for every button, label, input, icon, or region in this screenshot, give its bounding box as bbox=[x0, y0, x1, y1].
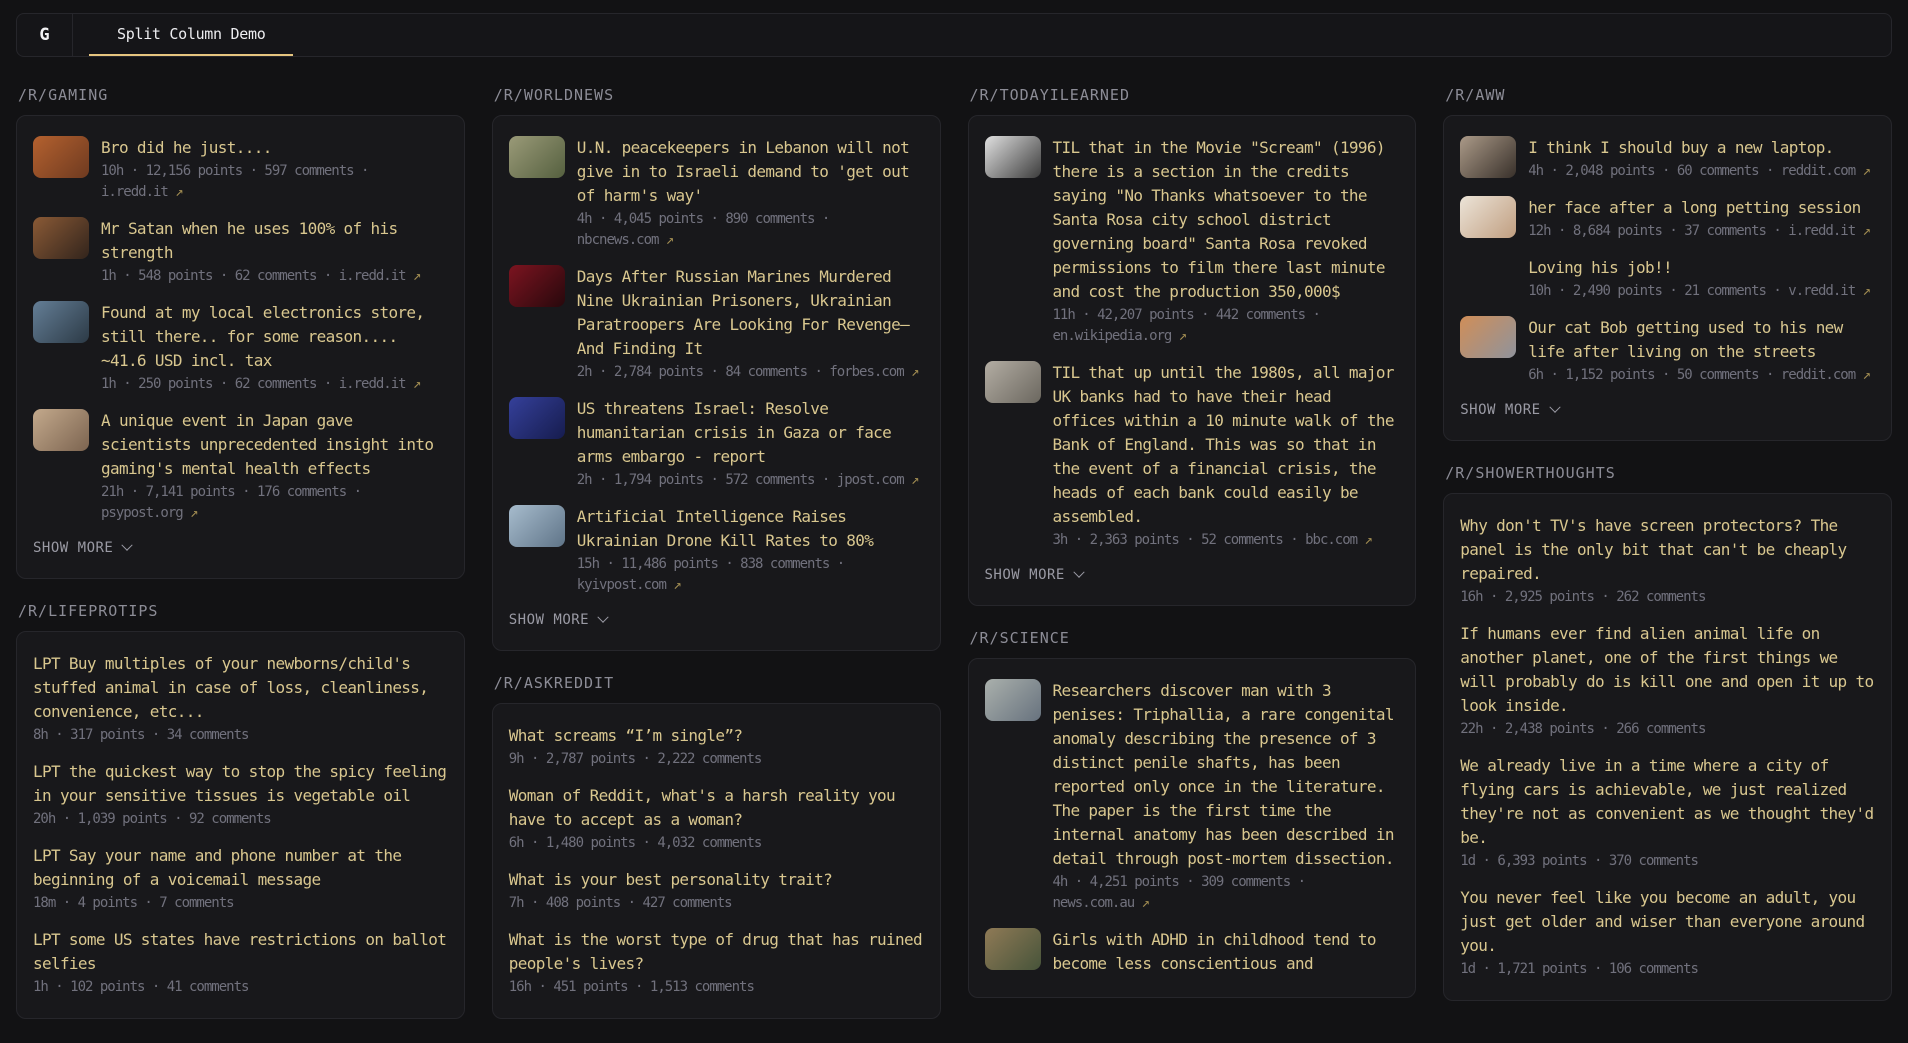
post-domain-link[interactable] bbox=[101, 505, 199, 521]
post-meta-text: 6h · 1,152 points · 50 comments · bbox=[1528, 367, 1774, 383]
post-meta-text: 9h · 2,787 points · 2,222 comments bbox=[508, 751, 762, 767]
post-meta-text: 16h · 2,925 points · 262 comments bbox=[1460, 589, 1706, 605]
chevron-down-icon bbox=[1073, 567, 1084, 578]
post-item[interactable] bbox=[1460, 316, 1875, 386]
post-domain: reddit.com bbox=[1780, 163, 1856, 179]
external-link-icon: ↗ bbox=[911, 472, 920, 488]
external-link-icon: ↗ bbox=[673, 577, 682, 593]
post-list bbox=[33, 652, 448, 998]
subreddit-section bbox=[968, 630, 1417, 998]
post-meta-text: 1h · 250 points · 62 comments · bbox=[101, 376, 332, 392]
external-link-icon: ↗ bbox=[665, 232, 675, 248]
post-item[interactable] bbox=[33, 301, 448, 395]
post-body bbox=[577, 397, 924, 491]
external-link-icon: ↗ bbox=[1141, 895, 1151, 911]
post-domain-link[interactable] bbox=[1781, 367, 1871, 383]
post-thumbnail[interactable] bbox=[985, 928, 1041, 970]
external-link-icon: ↗ bbox=[1178, 328, 1188, 344]
post-meta bbox=[101, 374, 448, 395]
section-card bbox=[16, 631, 465, 1019]
post-item[interactable] bbox=[1460, 514, 1875, 608]
show-more-button[interactable] bbox=[985, 565, 1083, 585]
post-body bbox=[577, 505, 924, 596]
post-title[interactable]: LPT Say your name and phone number at the beginning of a voicemail message bbox=[33, 846, 402, 889]
post-list bbox=[1460, 514, 1875, 980]
post-item[interactable] bbox=[33, 136, 448, 203]
subreddit-section bbox=[1443, 465, 1892, 1001]
app-logo[interactable]: G bbox=[17, 14, 73, 56]
post-domain: i.redd.it bbox=[1788, 223, 1856, 239]
post-domain-link[interactable] bbox=[1788, 223, 1871, 239]
external-link-icon: ↗ bbox=[1364, 532, 1373, 548]
post-meta bbox=[33, 893, 448, 914]
post-body bbox=[1528, 316, 1875, 386]
post-domain-link[interactable] bbox=[1781, 163, 1871, 179]
post-item[interactable] bbox=[1460, 754, 1875, 872]
post-meta-text: 1d · 1,721 points · 106 comments bbox=[1460, 961, 1698, 977]
post-title[interactable]: Woman of Reddit, what's a harsh reality you have to accept as a woman? bbox=[508, 786, 896, 829]
post-meta-text: 7h · 408 points · 427 comments bbox=[508, 895, 732, 911]
columns bbox=[0, 87, 1908, 1043]
post-meta-text: 16h · 451 points · 1,513 comments bbox=[508, 979, 754, 995]
post-body bbox=[577, 265, 924, 383]
post-body bbox=[509, 724, 924, 770]
external-link-icon: ↗ bbox=[190, 505, 199, 521]
post-meta bbox=[101, 482, 448, 524]
post-domain-link[interactable] bbox=[1788, 283, 1871, 299]
post-body bbox=[1460, 514, 1875, 608]
post-body bbox=[1053, 136, 1400, 347]
post-title[interactable]: US threatens Israel: Resolve humanitarian crisis in Gaza or face arms embargo - report bbox=[576, 399, 892, 466]
post-domain: kyivpost.com bbox=[576, 577, 666, 593]
post-list bbox=[1460, 136, 1875, 386]
post-body bbox=[33, 844, 448, 914]
post-meta-text: 11h · 42,207 points · 442 comments · bbox=[1052, 307, 1320, 323]
post-body bbox=[1460, 754, 1875, 872]
subreddit-section bbox=[1443, 87, 1892, 441]
post-meta-text: 22h · 2,438 points · 266 comments bbox=[1460, 721, 1706, 737]
post-domain: v.redd.it bbox=[1788, 283, 1856, 299]
post-meta bbox=[1528, 161, 1875, 182]
external-link-icon: ↗ bbox=[175, 184, 184, 200]
post-meta-text: 2h · 2,784 points · 84 comments · bbox=[576, 364, 822, 380]
post-domain: en.wikipedia.org bbox=[1052, 328, 1172, 344]
post-meta bbox=[577, 470, 924, 491]
post-item[interactable] bbox=[509, 928, 924, 998]
post-title[interactable]: LPT the quickest way to stop the spicy feeling in your sensitive tissues is vegetable oil bbox=[33, 762, 447, 805]
post-thumbnail[interactable] bbox=[1460, 316, 1516, 358]
post-thumbnail[interactable] bbox=[509, 136, 565, 178]
post-item[interactable] bbox=[985, 679, 1400, 914]
post-body bbox=[509, 784, 924, 854]
subreddit-section bbox=[492, 675, 941, 1019]
post-domain-link[interactable] bbox=[1305, 532, 1373, 548]
post-title[interactable]: If humans ever find alien animal life on another planet, one of the first things we will probably do is kill one and open it up to look inside. bbox=[1460, 624, 1874, 715]
post-title[interactable]: TIL that in the Movie "Scream" (1996) there is a section in the credits saying "No Thanks whatsoever to the Santa Rosa city school district governing board" Santa Rosa revoked permissions to film there last minute and cost the production 350,000$ bbox=[1052, 138, 1385, 301]
external-link-icon: ↗ bbox=[1862, 367, 1872, 383]
section-card bbox=[1443, 493, 1892, 1001]
post-body bbox=[101, 409, 448, 524]
post-thumbnail[interactable] bbox=[509, 397, 565, 439]
post-thumbnail[interactable] bbox=[509, 505, 565, 547]
post-title[interactable]: Researchers discover man with 3 penises: Triphallia, a rare congenital anomaly describing the presence of 3 distinct penile shafts, has been reported only once in the literature. The paper is the first time the internal anatomy has been described in detail through post-mortem dissection. bbox=[1052, 681, 1394, 868]
post-domain: psypost.org bbox=[101, 505, 183, 521]
post-meta bbox=[509, 893, 924, 914]
post-item[interactable] bbox=[33, 409, 448, 524]
post-domain-link[interactable] bbox=[339, 268, 422, 284]
post-domain-link[interactable] bbox=[577, 232, 675, 248]
post-meta-text: 18m · 4 points · 7 comments bbox=[33, 895, 234, 911]
post-list bbox=[509, 724, 924, 998]
post-meta bbox=[1460, 851, 1875, 872]
post-meta bbox=[1528, 221, 1875, 242]
post-meta-text: 8h · 317 points · 34 comments bbox=[33, 727, 249, 743]
post-meta-text: 3h · 2,363 points · 52 comments · bbox=[1052, 532, 1298, 548]
post-title[interactable]: Girls with ADHD in childhood tend to become less conscientious and bbox=[1052, 930, 1376, 973]
post-title[interactable]: What is the worst type of drug that has ruined people's lives? bbox=[508, 930, 922, 973]
post-meta-text: 20h · 1,039 points · 92 comments bbox=[33, 811, 271, 827]
post-domain-link[interactable] bbox=[837, 472, 920, 488]
post-title[interactable]: What is your best personality trait? bbox=[508, 870, 833, 889]
external-link-icon: ↗ bbox=[413, 268, 422, 284]
section-label: /R/SCIENCE bbox=[969, 629, 1070, 647]
post-domain: reddit.com bbox=[1780, 367, 1856, 383]
section-label: /R/GAMING bbox=[18, 86, 109, 104]
post-title[interactable]: TIL that up until the 1980s, all major UK banks had to have their head offices within a 10 minute walk of the Bank of England. This was so that in the event of a financial crisis, the heads of each bank could easily be assembled. bbox=[1052, 363, 1394, 526]
post-title[interactable]: Artificial Intelligence Raises Ukrainian Drone Kill Rates to 80% bbox=[576, 507, 874, 550]
post-title[interactable]: her face after a long petting session bbox=[1528, 198, 1861, 217]
post-body bbox=[101, 136, 448, 203]
post-thumbnail[interactable] bbox=[1460, 256, 1516, 298]
post-meta bbox=[1053, 530, 1400, 551]
app-header bbox=[16, 13, 1892, 57]
post-body bbox=[1053, 679, 1400, 914]
post-body bbox=[509, 868, 924, 914]
post-body bbox=[509, 928, 924, 998]
post-list bbox=[985, 136, 1400, 551]
post-item[interactable] bbox=[1460, 622, 1875, 740]
post-item[interactable] bbox=[509, 397, 924, 491]
post-title[interactable]: Our cat Bob getting used to his new life after living on the streets bbox=[1528, 318, 1843, 361]
post-domain-link[interactable] bbox=[829, 364, 919, 380]
post-meta-text: 4h · 4,251 points · 309 comments · bbox=[1052, 874, 1306, 890]
section-card bbox=[492, 703, 941, 1019]
post-meta bbox=[1528, 365, 1875, 386]
post-meta-text: 1h · 548 points · 62 comments · bbox=[101, 268, 332, 284]
external-link-icon: ↗ bbox=[911, 364, 920, 380]
post-thumbnail[interactable] bbox=[985, 679, 1041, 721]
post-thumbnail[interactable] bbox=[33, 301, 89, 343]
post-item[interactable] bbox=[1460, 196, 1875, 242]
post-thumbnail[interactable] bbox=[509, 265, 565, 307]
post-body bbox=[1528, 136, 1875, 182]
post-meta bbox=[577, 554, 924, 596]
column bbox=[492, 87, 941, 1043]
post-item[interactable] bbox=[509, 136, 924, 251]
post-item[interactable] bbox=[985, 136, 1400, 347]
post-title[interactable]: Days After Russian Marines Murdered Nine Ukrainian Prisoners, Ukrainian Paratroopers Are Looking For Revenge— And Finding It bbox=[576, 267, 910, 358]
subreddit-section bbox=[16, 87, 465, 579]
post-domain: news.com.au bbox=[1052, 895, 1135, 911]
post-body bbox=[1053, 928, 1400, 977]
post-body bbox=[33, 928, 448, 998]
post-domain: i.redd.it bbox=[338, 376, 406, 392]
post-meta bbox=[33, 809, 448, 830]
post-meta bbox=[509, 977, 924, 998]
post-meta bbox=[101, 266, 448, 287]
post-meta bbox=[33, 977, 448, 998]
post-title[interactable]: What screams “I’m single”? bbox=[508, 726, 743, 745]
post-domain: bbc.com bbox=[1305, 532, 1358, 548]
post-meta-text: 4h · 2,048 points · 60 comments · bbox=[1528, 163, 1774, 179]
section-label: /R/AWW bbox=[1445, 86, 1506, 104]
section-card bbox=[16, 115, 465, 579]
post-meta-text: 2h · 1,794 points · 572 comments · bbox=[576, 472, 830, 488]
post-body bbox=[577, 136, 924, 251]
section-card bbox=[968, 115, 1417, 606]
show-more-label: SHOW MORE bbox=[1460, 402, 1541, 418]
post-domain-link[interactable] bbox=[1053, 895, 1151, 911]
show-more-button[interactable] bbox=[1460, 400, 1558, 420]
post-body bbox=[101, 217, 448, 287]
post-item[interactable] bbox=[1460, 136, 1875, 182]
post-item[interactable] bbox=[33, 928, 448, 998]
section-label: /R/LIFEPROTIPS bbox=[18, 602, 159, 620]
post-meta bbox=[577, 209, 924, 251]
post-list bbox=[509, 136, 924, 596]
post-domain-link[interactable] bbox=[101, 184, 184, 200]
section-label: /R/TODAYILEARNED bbox=[969, 86, 1130, 104]
post-item[interactable] bbox=[985, 928, 1400, 977]
post-body bbox=[1460, 886, 1875, 980]
post-thumbnail[interactable] bbox=[1460, 136, 1516, 178]
post-body bbox=[1053, 361, 1400, 551]
post-meta-text: 1h · 102 points · 41 comments bbox=[33, 979, 249, 995]
post-meta-text: 4h · 4,045 points · 890 comments · bbox=[576, 211, 830, 227]
post-meta-text: 21h · 7,141 points · 176 comments · bbox=[101, 484, 362, 500]
chevron-down-icon bbox=[1549, 402, 1560, 413]
section-label: /R/ASKREDDIT bbox=[493, 674, 615, 692]
post-body bbox=[1528, 256, 1875, 302]
post-list bbox=[33, 136, 448, 524]
post-item[interactable] bbox=[509, 724, 924, 770]
section-label: /R/WORLDNEWS bbox=[493, 86, 615, 104]
post-thumbnail[interactable] bbox=[33, 136, 89, 178]
post-thumbnail[interactable] bbox=[33, 217, 89, 259]
column bbox=[16, 87, 465, 1043]
post-domain-link[interactable] bbox=[577, 577, 682, 593]
post-title[interactable]: You never feel like you become an adult, you just get older and wiser than everyone around you. bbox=[1460, 888, 1865, 955]
post-list bbox=[985, 679, 1400, 977]
post-item[interactable] bbox=[509, 505, 924, 596]
post-meta-text: 15h · 11,486 points · 838 comments · bbox=[576, 556, 845, 572]
post-title[interactable]: We already live in a time where a city of flying cars is achievable, we just realized they're not as convenient as we thought they'd be. bbox=[1460, 756, 1874, 847]
post-body bbox=[101, 301, 448, 395]
external-link-icon: ↗ bbox=[1862, 163, 1872, 179]
post-body bbox=[1460, 622, 1875, 740]
post-item[interactable] bbox=[33, 652, 448, 746]
post-meta bbox=[1460, 587, 1875, 608]
post-thumbnail[interactable] bbox=[985, 136, 1041, 178]
post-meta bbox=[1460, 959, 1875, 980]
post-meta bbox=[509, 749, 924, 770]
post-domain: forbes.com bbox=[829, 364, 904, 380]
post-body bbox=[33, 652, 448, 746]
post-item[interactable] bbox=[33, 217, 448, 287]
subreddit-section bbox=[16, 603, 465, 1019]
post-meta bbox=[1460, 719, 1875, 740]
post-title[interactable]: Mr Satan when he uses 100% of his strength bbox=[101, 219, 398, 262]
post-item[interactable] bbox=[985, 361, 1400, 551]
section-label: /R/SHOWERTHOUGHTS bbox=[1445, 464, 1616, 482]
post-item[interactable] bbox=[33, 760, 448, 830]
show-more-button[interactable] bbox=[509, 610, 607, 630]
chevron-down-icon bbox=[597, 612, 608, 623]
post-domain: i.redd.it bbox=[101, 184, 168, 200]
post-title[interactable]: I think I should buy a new laptop. bbox=[1528, 138, 1834, 157]
post-item[interactable] bbox=[509, 868, 924, 914]
post-meta-text: 1d · 6,393 points · 370 comments bbox=[1460, 853, 1698, 869]
post-title[interactable]: U.N. peacekeepers in Lebanon will not give in to Israeli demand to 'get out of harm's way' bbox=[576, 138, 910, 205]
post-item[interactable] bbox=[1460, 886, 1875, 980]
show-more-label: SHOW MORE bbox=[984, 567, 1065, 583]
post-meta-text: 10h · 2,490 points · 21 comments · bbox=[1528, 283, 1781, 299]
chevron-down-icon bbox=[122, 540, 133, 551]
subreddit-section bbox=[492, 87, 941, 651]
post-item[interactable] bbox=[1460, 256, 1875, 302]
post-meta bbox=[1053, 305, 1400, 347]
post-title[interactable]: A unique event in Japan gave scientists unprecedented insight into gaming's mental health effects bbox=[101, 411, 434, 478]
external-link-icon: ↗ bbox=[1862, 283, 1871, 299]
subreddit-section bbox=[968, 87, 1417, 606]
post-meta bbox=[1053, 872, 1400, 914]
external-link-icon: ↗ bbox=[413, 376, 422, 392]
show-more-label: SHOW MORE bbox=[33, 540, 114, 556]
post-meta-text: 12h · 8,684 points · 37 comments · bbox=[1528, 223, 1781, 239]
post-item[interactable] bbox=[509, 784, 924, 854]
post-domain-link[interactable] bbox=[339, 376, 422, 392]
post-meta bbox=[1528, 281, 1875, 302]
column bbox=[1443, 87, 1892, 1025]
post-meta bbox=[101, 161, 448, 203]
post-meta bbox=[577, 362, 924, 383]
show-more-button[interactable] bbox=[33, 538, 131, 558]
post-meta-text: 6h · 1,480 points · 4,032 comments bbox=[508, 835, 762, 851]
post-item[interactable] bbox=[33, 844, 448, 914]
post-meta bbox=[509, 833, 924, 854]
post-title[interactable]: Found at my local electronics store, still there.. for some reason.... ~41.6 USD incl. tax bbox=[101, 303, 425, 370]
post-thumbnail[interactable] bbox=[33, 409, 89, 451]
show-more-label: SHOW MORE bbox=[508, 612, 590, 628]
post-body bbox=[1528, 196, 1875, 242]
column bbox=[968, 87, 1417, 1022]
post-item[interactable] bbox=[509, 265, 924, 383]
post-meta bbox=[33, 725, 448, 746]
post-thumbnail[interactable] bbox=[1460, 196, 1516, 238]
post-body bbox=[33, 760, 448, 830]
section-card bbox=[1443, 115, 1892, 441]
section-card bbox=[968, 658, 1417, 998]
post-domain-link[interactable] bbox=[1053, 328, 1188, 344]
section-card bbox=[492, 115, 941, 651]
post-title[interactable]: LPT Buy multiples of your newborns/child's stuffed animal in case of loss, cleanliness, convenience, etc... bbox=[33, 654, 429, 721]
post-title[interactable]: LPT some US states have restrictions on ballot selfies bbox=[33, 930, 447, 973]
post-domain: i.redd.it bbox=[338, 268, 406, 284]
post-thumbnail[interactable] bbox=[985, 361, 1041, 403]
post-meta-text: 10h · 12,156 points · 597 comments · bbox=[101, 163, 369, 179]
post-title[interactable]: Loving his job!! bbox=[1528, 258, 1672, 277]
tab-split-column-demo[interactable]: Split Column Demo bbox=[89, 14, 293, 56]
external-link-icon: ↗ bbox=[1862, 223, 1871, 239]
post-title[interactable]: Bro did he just.... bbox=[101, 138, 272, 157]
post-domain: jpost.com bbox=[836, 472, 904, 488]
post-domain: nbcnews.com bbox=[576, 232, 659, 248]
post-title[interactable]: Why don't TV's have screen protectors? The panel is the only bit that can't be cheaply repaired. bbox=[1460, 516, 1847, 583]
